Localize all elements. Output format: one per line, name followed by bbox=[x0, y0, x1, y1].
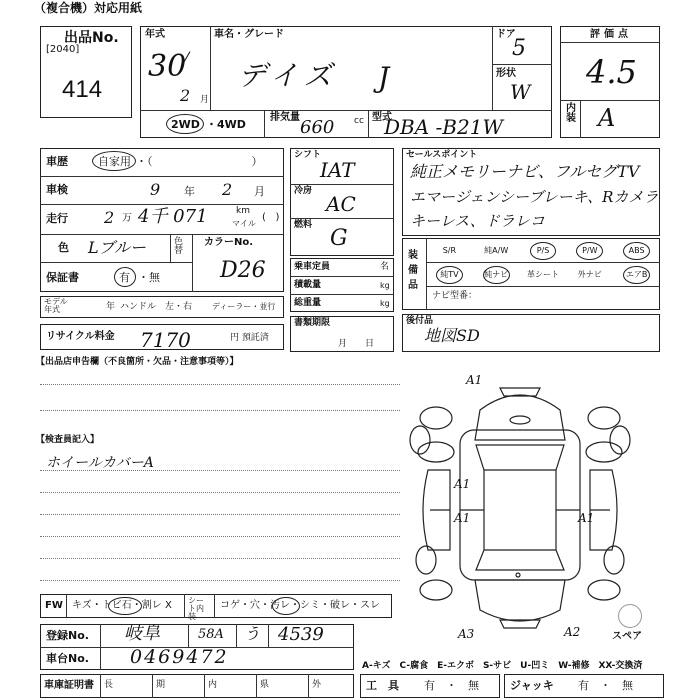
car-grade: J bbox=[378, 61, 390, 94]
option-row2-0: 純TV bbox=[440, 270, 459, 279]
inspector-notes-label: 【検査員記入】 bbox=[36, 435, 100, 445]
lot-tag: [2040] bbox=[46, 44, 80, 55]
recycle-fee: 7170 bbox=[140, 328, 191, 352]
option-row1-3: P/W bbox=[582, 246, 598, 255]
history-label: 車歴 bbox=[46, 155, 68, 168]
load-label: 積載量 bbox=[294, 280, 322, 290]
model-code-value: DBA -B21W bbox=[384, 115, 503, 139]
displacement-label: 排気量 bbox=[270, 112, 300, 123]
month-unit: 月 bbox=[200, 95, 210, 105]
recycle-label: リサイクル料金 bbox=[46, 331, 115, 342]
cert-cell-2: 内 bbox=[208, 680, 218, 690]
interior-grade: A bbox=[598, 104, 616, 132]
door-value: 5 bbox=[512, 36, 526, 61]
inspector-note: ホイールカバーA bbox=[46, 455, 154, 471]
seat-label: シート内装 bbox=[188, 596, 204, 621]
option-circle-row2-1 bbox=[483, 266, 510, 284]
inspection-month: 2 bbox=[222, 180, 233, 199]
option-row1-0: S/R bbox=[442, 246, 457, 255]
aftermarket-value: 地図SD bbox=[424, 326, 480, 345]
chassis-label: 車台No. bbox=[46, 652, 89, 665]
grade-label: 評価点 bbox=[590, 29, 632, 40]
form-title: （複合機）対応用紙 bbox=[34, 1, 143, 15]
ac-value: AC bbox=[326, 192, 356, 216]
ac-label: 冷房 bbox=[294, 186, 313, 196]
option-row2-2: 革シート bbox=[526, 270, 559, 279]
cert-cell-4: 外 bbox=[312, 680, 322, 690]
reg-label: 登録No. bbox=[46, 629, 89, 642]
steering: ハンドル 左・右 bbox=[120, 302, 193, 312]
interior-label: 内装 bbox=[566, 103, 576, 124]
name-label: 車名・グレード bbox=[214, 29, 284, 40]
damage-mark-left-rear: A1 bbox=[454, 511, 471, 525]
tools-value: 有 ・ 無 bbox=[424, 679, 479, 692]
mileage-label: 走行 bbox=[46, 212, 68, 225]
options-label: 装備品 bbox=[408, 250, 418, 291]
warranty-yes: 有 bbox=[119, 271, 130, 284]
drive-2wd: 2WD bbox=[171, 118, 200, 131]
sales-line-2: エマージェンシーブレーキ、Rカメラ bbox=[410, 188, 659, 206]
option-row2-3: 外ナビ bbox=[577, 270, 602, 279]
damage-mark-front: A1 bbox=[466, 373, 483, 387]
mileage-unit-km: km bbox=[236, 206, 250, 216]
damage-legend: A-キズ C-腐食 E-エクボ S-サビ U-凹ミ W-補修 XX-交換済 bbox=[362, 661, 643, 671]
color-no-value: D26 bbox=[220, 258, 266, 283]
shape-value: W bbox=[510, 80, 531, 104]
month-value: 2 bbox=[180, 86, 191, 105]
gross-label: 総重量 bbox=[294, 298, 322, 308]
option-circle-row1-3 bbox=[576, 242, 603, 260]
dealer: ディーラー・並行 bbox=[212, 302, 276, 311]
door-label: ドア bbox=[496, 29, 516, 40]
mileage-man-unit: 万 bbox=[122, 213, 132, 224]
navi-label: ナビ型番： bbox=[432, 291, 478, 301]
option-circle-row1-2 bbox=[530, 242, 557, 260]
mileage-man: 2 bbox=[104, 208, 115, 227]
option-row2-4: エアB bbox=[625, 270, 648, 279]
fuel-label: 燃料 bbox=[294, 220, 313, 230]
cert-cell-3: 県 bbox=[260, 680, 270, 690]
option-row1-1: 純A/W bbox=[484, 246, 509, 255]
recycle-unit: 円 預託済 bbox=[230, 333, 269, 343]
option-row1-2: P/S bbox=[536, 246, 550, 255]
fw-label: FW bbox=[45, 600, 63, 611]
reg-region: 岐阜 bbox=[124, 623, 160, 644]
mileage-rest: 4千 071 bbox=[138, 206, 208, 227]
year-value: 30 bbox=[148, 49, 187, 84]
lot-no-label: 出品No. bbox=[64, 30, 119, 46]
damage-map-diagram bbox=[400, 370, 640, 650]
tools-label: 工 具 bbox=[366, 679, 399, 692]
damage-mark-right: A1 bbox=[578, 511, 595, 525]
option-row2-1: 純ナビ bbox=[484, 270, 509, 279]
displacement-unit: cc bbox=[354, 116, 364, 126]
doc-unit: 月 日 bbox=[338, 339, 375, 349]
mileage-unit-mile: マイル bbox=[232, 219, 256, 228]
car-name: デイズ bbox=[238, 59, 338, 92]
damage-mark-left-front: A1 bbox=[454, 477, 471, 491]
fuel-value: G bbox=[330, 226, 348, 251]
drive-4wd: ・4WD bbox=[206, 118, 246, 131]
color-change-label: 色替 bbox=[174, 237, 184, 256]
spare-label: スペア bbox=[612, 631, 642, 642]
color-no-label: カラーNo. bbox=[204, 237, 254, 248]
model-code-label: 型式 bbox=[372, 112, 392, 123]
model-year-unit: 年 bbox=[106, 302, 116, 312]
shift-label: シフト bbox=[294, 150, 322, 160]
damage-mark-rear-left: A3 bbox=[458, 627, 475, 641]
reg-class: 58A bbox=[198, 627, 224, 642]
shape-label: 形状 bbox=[496, 68, 516, 79]
warranty-label: 保証書 bbox=[46, 271, 79, 284]
inspection-year-unit: 年 bbox=[184, 185, 195, 198]
model-year-label: モデル年式 bbox=[44, 297, 68, 314]
jack-label: ジャッキ bbox=[510, 679, 554, 692]
history-paren: ・（ ） bbox=[136, 155, 263, 168]
inspection-label: 車検 bbox=[46, 183, 68, 196]
gross-unit: kg bbox=[380, 299, 390, 308]
inspection-year: 9 bbox=[150, 180, 161, 199]
displacement-value: 660 bbox=[300, 117, 335, 138]
cert-label: 車庫証明書 bbox=[44, 680, 94, 691]
doc-label: 書類期限 bbox=[294, 318, 331, 328]
history-value: 自家用 bbox=[98, 155, 131, 168]
sales-line-3: キーレス、ドラレコ bbox=[410, 212, 545, 230]
cert-cell-1: 期 bbox=[156, 680, 166, 690]
lot-number: 414 bbox=[62, 76, 103, 103]
fw-items: キズ・トビ石・割レ X bbox=[72, 600, 172, 611]
sales-line-1: 純正メモリーナビ、フルセグTV bbox=[410, 162, 640, 181]
capacity-label: 乗車定員 bbox=[294, 262, 331, 272]
option-circle-row2-4 bbox=[623, 266, 650, 284]
damage-mark-rear-right: A2 bbox=[564, 625, 581, 639]
color-label: 色 bbox=[58, 241, 69, 254]
shift-value: IAT bbox=[320, 158, 355, 182]
color-value: Lブルー bbox=[88, 238, 146, 257]
chassis-number: 0469472 bbox=[130, 646, 229, 668]
capacity-unit: 名 bbox=[380, 262, 390, 272]
option-circle-row1-4 bbox=[623, 242, 650, 260]
warranty-no: ・無 bbox=[138, 271, 160, 284]
fw-items-2: コゲ・穴・汚レ・シミ・破レ・スレ bbox=[220, 600, 380, 611]
sales-points-label: セールスポイント bbox=[406, 150, 478, 160]
reg-number: 4539 bbox=[278, 624, 324, 645]
jack-value: 有 ・ 無 bbox=[578, 679, 633, 692]
grade-score: 4.5 bbox=[586, 53, 637, 91]
option-circle-row2-0 bbox=[436, 266, 463, 284]
reg-kana: う bbox=[244, 624, 261, 643]
load-unit: kg bbox=[380, 281, 390, 290]
inspection-month-unit: 月 bbox=[254, 185, 265, 198]
cert-cell-0: 長 bbox=[104, 680, 114, 690]
spare-tire-icon bbox=[618, 604, 642, 628]
option-row1-4: ABS bbox=[628, 246, 645, 255]
seller-notes-label: 【出品店申告欄（不良箇所・欠品・注意事項等）】 bbox=[36, 357, 239, 367]
year-label: 年式 bbox=[145, 29, 165, 40]
aftermarket-label: 後付品 bbox=[406, 316, 434, 326]
